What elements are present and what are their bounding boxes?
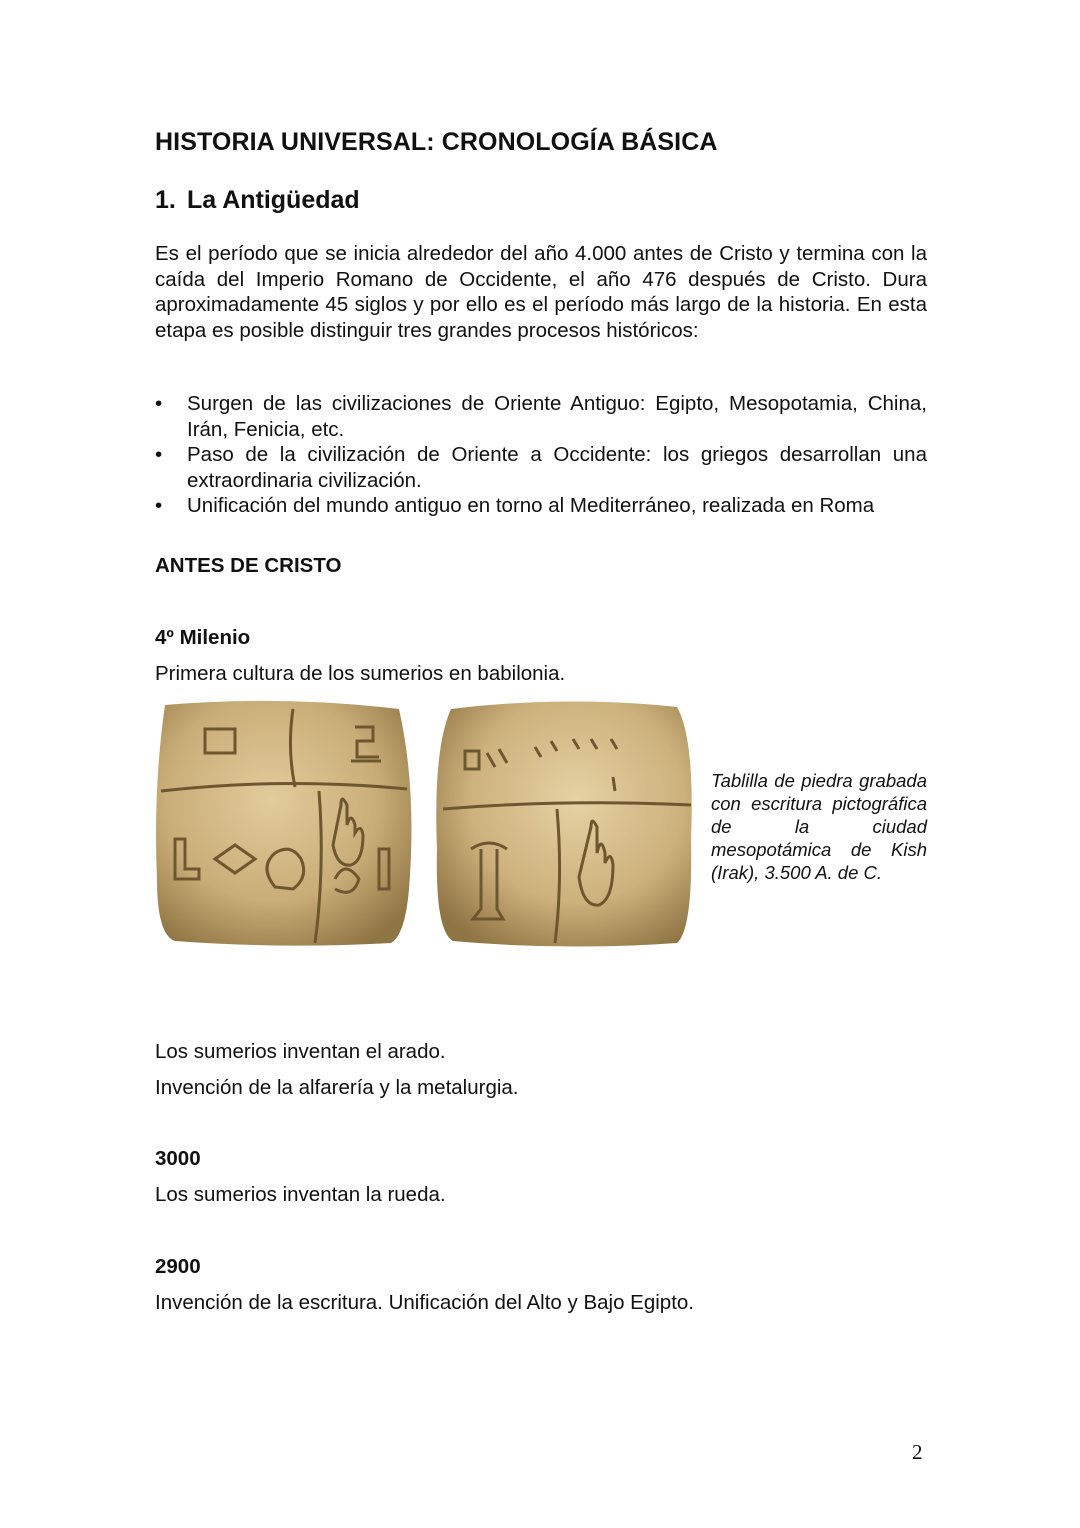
document-title: HISTORIA UNIVERSAL: CRONOLOGÍA BÁSICA (155, 128, 718, 156)
era-text: Los sumerios inventan el arado. (155, 1040, 446, 1063)
tablets-image (155, 699, 695, 947)
bullet-icon: • (155, 494, 163, 517)
era-text: Invención de la escritura. Unificación del Alto y Bajo Egipto. (155, 1291, 694, 1314)
era-text: Primera cultura de los sumerios en babilonia. (155, 662, 566, 685)
tablet-right (436, 701, 691, 946)
bullet-icon: • (155, 443, 163, 466)
list-item (155, 442, 927, 493)
list-item-text: Paso de la civilización de Oriente a Occidente: los griegos desarrollan una extraordinaria civilización. (187, 443, 927, 492)
list-item-text: Unificación del mundo antiguo en torno al Mediterráneo, realizada en Roma (187, 494, 875, 517)
list-item (155, 493, 927, 519)
era-text: Los sumerios inventan la rueda. (155, 1183, 446, 1206)
bullet-icon: • (155, 392, 163, 415)
section-title: La Antigüedad (187, 186, 360, 214)
tablet-left (156, 701, 411, 946)
process-list (155, 391, 927, 519)
section-heading (155, 186, 360, 215)
section-number: 1. (155, 186, 176, 214)
page-number: 2 (912, 1440, 923, 1464)
list-item-text: Surgen de las civilizaciones de Oriente Antiguo: Egipto, Mesopotamia, China, Irán, Fenicia, etc. (187, 392, 927, 441)
era-text: Invención de la alfarería y la metalurgia. (155, 1076, 519, 1099)
era-label-4-milenio: 4º Milenio (155, 626, 251, 649)
intro-paragraph: Es el período que se inicia alrededor del año 4.000 antes de Cristo y termina con la caída del Imperio Romano de Occidente, el año 476 después de Cristo. Dura aproximadamente 45 siglos y por ello es el período más largo de la historia. En esta etapa es posible distinguir tres grandes procesos históricos: (155, 242, 927, 342)
image-caption: Tablilla de piedra grabada con escritura pictográfica de la ciudad mesopotámica de Kish (Irak), 3.500 A. de C. (711, 770, 927, 883)
era-label-2900: 2900 (155, 1255, 201, 1278)
subheading-antes-de-cristo: ANTES DE CRISTO (155, 554, 342, 577)
era-label-3000: 3000 (155, 1147, 201, 1170)
list-item (155, 391, 927, 442)
